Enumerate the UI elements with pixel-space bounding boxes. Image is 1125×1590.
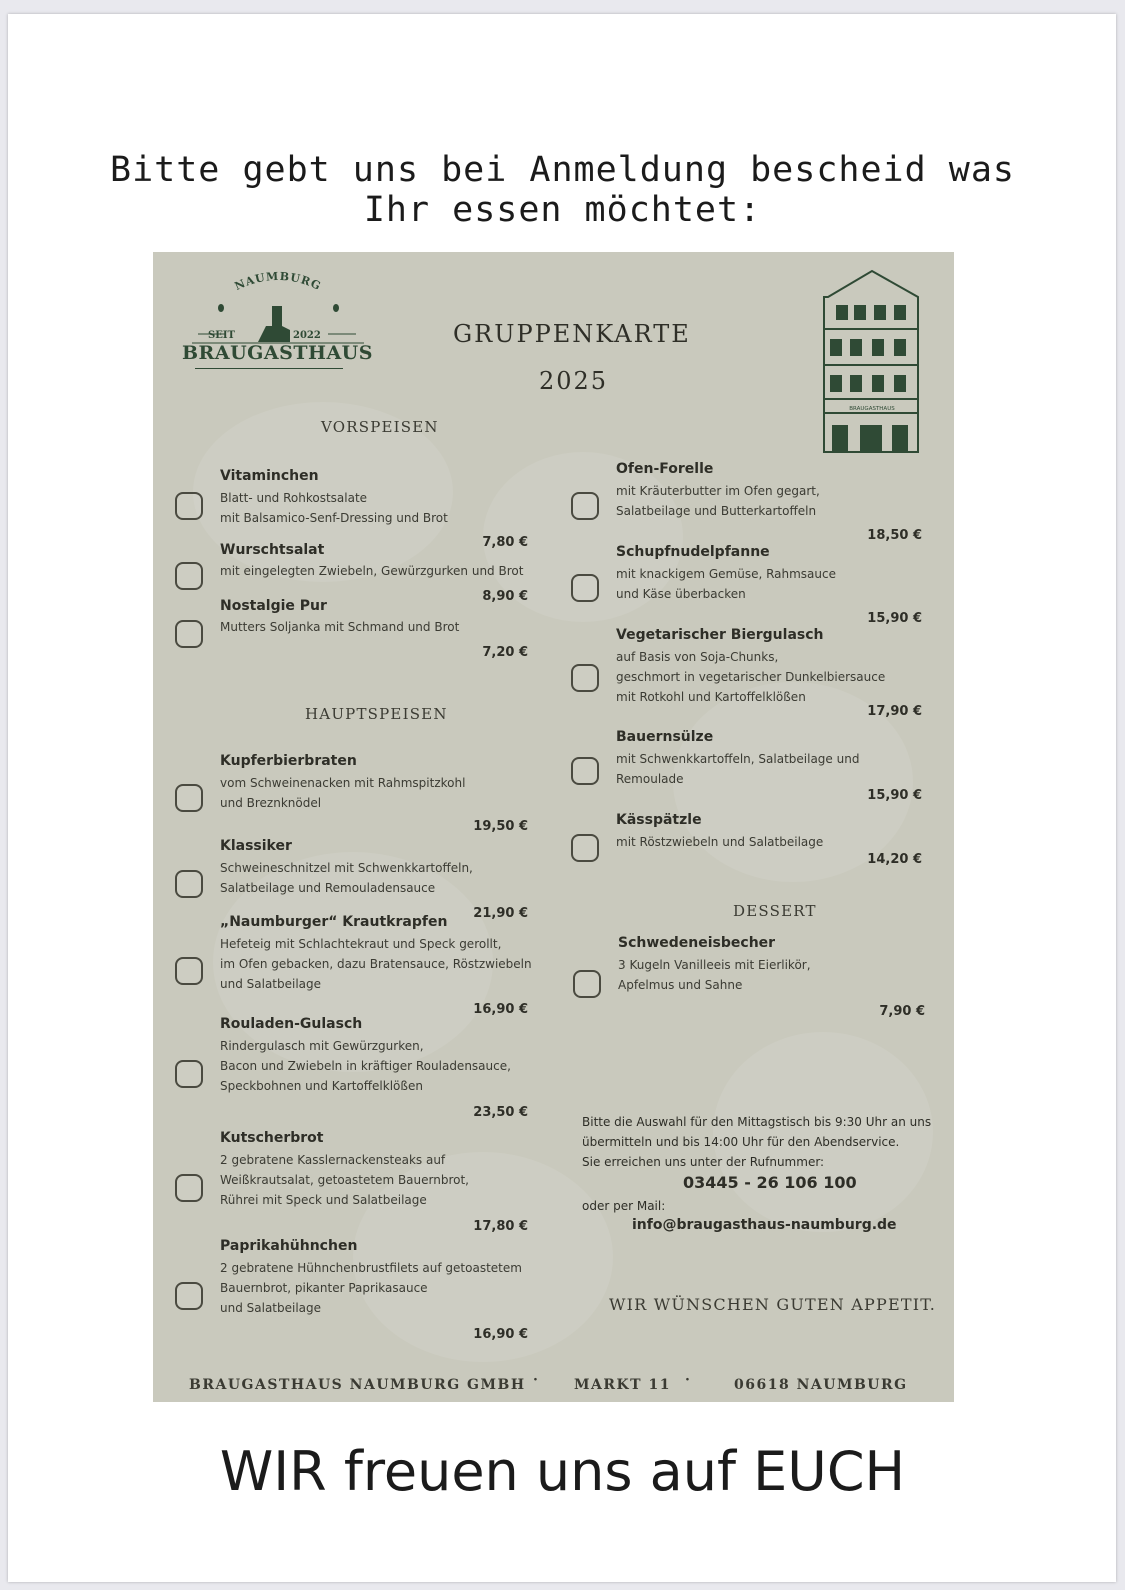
footer-company: BRAUGASTHAUS NAUMBURG GMBH — [189, 1377, 526, 1393]
item-desc-klassiker: Schweineschnitzel mit Schwenkkartoffeln, Salatbeilage und Remouladensauce — [220, 861, 473, 895]
item-name-kasspatzle: Kässpätzle — [616, 812, 702, 828]
section-title-hauptspeisen: HAUPTSPEISEN — [305, 705, 448, 723]
item-name-nostalgie-pur: Nostalgie Pur — [220, 598, 327, 614]
item-name-kupferbierbraten: Kupferbierbraten — [220, 753, 357, 769]
order-info: Bitte die Auswahl für den Mittagstisch bis 9:30 Uhr an uns übermitteln und bis 14:00 Uhr für den Abendservice. Sie erreichen uns unter der Rufnummer: — [582, 1115, 932, 1169]
item-price-kasspatzle: 14,20 € — [867, 852, 922, 867]
item-price-schupfnudelpfanne: 15,90 € — [867, 611, 922, 626]
item-name-wurschtsalat: Wurschtsalat — [220, 542, 325, 558]
checkbox-rouladen-gulasch[interactable] — [175, 1060, 203, 1088]
item-price-ofen-forelle: 18,50 € — [867, 528, 922, 543]
item-price-nostalgie-pur: 7,20 € — [482, 645, 528, 660]
checkbox-schupfnudelpfanne[interactable] — [571, 574, 599, 602]
checkbox-kasspatzle[interactable] — [571, 834, 599, 862]
item-name-klassiker: Klassiker — [220, 838, 292, 854]
checkbox-schwedeneisbecher[interactable] — [573, 970, 601, 998]
footer-street: MARKT 11 — [574, 1377, 671, 1393]
footer-note: WIR freuen uns auf EUCH — [219, 1440, 906, 1503]
item-name-schwedeneisbecher: Schwedeneisbecher — [618, 935, 776, 951]
item-price-paprikahuhnchen: 16,90 € — [473, 1327, 528, 1342]
item-desc-vitaminchen: Blatt- und Rohkostsalate mit Balsamico-Senf-Dressing und Brot — [220, 491, 448, 525]
item-price-wurschtsalat: 8,90 € — [482, 589, 528, 604]
item-name-bauernsulze: Bauernsülze — [616, 729, 714, 745]
item-desc-kupferbierbraten: vom Schweinenacken mit Rahmspitzkohl und Breznknödel — [220, 776, 466, 810]
item-desc-schwedeneisbecher: 3 Kugeln Vanilleeis mit Eierlikör, Apfelmus und Sahne — [618, 958, 811, 992]
email-address[interactable]: info@braugasthaus-naumburg.de — [632, 1217, 897, 1233]
item-price-krautkrapfen: 16,90 € — [473, 1002, 528, 1017]
checkbox-kutscherbrot[interactable] — [175, 1174, 203, 1202]
item-desc-bauernsulze: mit Schwenkkartoffeln, Salatbeilage und Remoulade — [616, 752, 860, 786]
checkbox-wurschtsalat[interactable] — [175, 562, 203, 590]
item-desc-nostalgie-pur: Mutters Soljanka mit Schmand und Brot — [220, 620, 460, 634]
header-note-line-1: Bitte gebt uns bei Anmeldung bescheid was — [110, 150, 1015, 190]
item-price-vitaminchen: 7,80 € — [482, 535, 528, 550]
item-name-krautkrapfen: „Naumburger“ Krautkrapfen — [220, 914, 448, 930]
item-desc-vegetarischer-biergulasch: auf Basis von Soja-Chunks, geschmort in vegetarischer Dunkelbiersauce mit Rotkohl und Kartoffelklößen — [616, 650, 886, 704]
checkbox-kupferbierbraten[interactable] — [175, 784, 203, 812]
item-name-vegetarischer-biergulasch: Vegetarischer Biergulasch — [616, 627, 824, 643]
checkbox-ofen-forelle[interactable] — [571, 492, 599, 520]
item-price-schwedeneisbecher: 7,90 € — [879, 1004, 925, 1019]
item-desc-kutscherbrot: 2 gebratene Kasslernackensteaks auf Weißkrautsalat, getoastetem Bauernbrot, Rührei mit Speck und Salatbeilage — [220, 1153, 469, 1207]
logo-name: BRAUGASTHAUS — [182, 342, 373, 364]
item-price-kupferbierbraten: 19,50 € — [473, 819, 528, 834]
item-price-bauernsulze: 15,90 € — [867, 788, 922, 803]
logo-seit-year: 2022 — [293, 330, 321, 341]
footer-dot: · — [685, 1372, 692, 1388]
item-price-rouladen-gulasch: 23,50 € — [473, 1105, 528, 1120]
menu-title: GRUPPENKARTE — [453, 320, 691, 348]
section-title-vorspeisen: VORSPEISEN — [321, 418, 439, 436]
item-name-vitaminchen: Vitaminchen — [220, 468, 319, 484]
menu-year: 2025 — [539, 367, 609, 395]
building-icon — [820, 267, 925, 457]
item-desc-ofen-forelle: mit Kräuterbutter im Ofen gegart, Salatbeilage und Butterkartoffeln — [616, 484, 820, 518]
section-title-dessert: DESSERT — [733, 902, 817, 920]
item-name-kutscherbrot: Kutscherbrot — [220, 1130, 324, 1146]
footer-dot: · — [533, 1372, 540, 1388]
building-illustration — [820, 267, 925, 457]
item-price-vegetarischer-biergulasch: 17,90 € — [867, 704, 922, 719]
checkbox-bauernsulze[interactable] — [571, 757, 599, 785]
svg-text:NAUMBURG — [233, 270, 324, 293]
item-price-klassiker: 21,90 € — [473, 906, 528, 921]
item-desc-paprikahuhnchen: 2 gebratene Hühnchenbrustfilets auf getoastetem Bauernbrot, pikanter Paprikasauce und Salatbeilage — [220, 1261, 522, 1315]
closing-text: WIR WÜNSCHEN GUTEN APPETIT. — [609, 1295, 937, 1314]
item-name-rouladen-gulasch: Rouladen-Gulasch — [220, 1016, 363, 1032]
checkbox-paprikahuhnchen[interactable] — [175, 1282, 203, 1310]
phone-number[interactable]: 03445 - 26 106 100 — [683, 1173, 857, 1192]
item-name-schupfnudelpfanne: Schupfnudelpfanne — [616, 544, 770, 560]
checkbox-krautkrapfen[interactable] — [175, 957, 203, 985]
checkbox-vitaminchen[interactable] — [175, 492, 203, 520]
header-note-line-2: Ihr essen möchtet: — [363, 190, 762, 230]
header-note — [0, 150, 1125, 230]
logo-arc-text: NAUMBURG — [232, 269, 324, 293]
logo-seit-label: SEIT — [208, 330, 235, 341]
item-desc-rouladen-gulasch: Rindergulasch mit Gewürzgurken, Bacon und Zwiebeln in kräftiger Rouladensauce, Speckbohnen und Kartoffelklößen — [220, 1039, 511, 1093]
building-sign: BRAUGASTHAUS — [849, 406, 895, 412]
item-price-kutscherbrot: 17,80 € — [473, 1219, 528, 1234]
footer-city: 06618 NAUMBURG — [734, 1377, 908, 1393]
item-name-ofen-forelle: Ofen-Forelle — [616, 461, 714, 477]
item-name-paprikahuhnchen: Paprikahühnchen — [220, 1238, 358, 1254]
menu-card — [153, 252, 954, 1402]
item-desc-krautkrapfen: Hefeteig mit Schlachtekraut und Speck gerollt, im Ofen gebacken, dazu Bratensauce, Röstzwiebeln und Salatbeilage — [220, 937, 532, 991]
item-desc-schupfnudelpfanne: mit knackigem Gemüse, Rahmsauce und Käse überbacken — [616, 567, 836, 601]
item-desc-wurschtsalat: mit eingelegten Zwiebeln, Gewürzgurken und Brot — [220, 564, 524, 578]
mail-label: oder per Mail: — [582, 1199, 666, 1213]
checkbox-vegetarischer-biergulasch[interactable] — [571, 664, 599, 692]
checkbox-nostalgie-pur[interactable] — [175, 620, 203, 648]
checkbox-klassiker[interactable] — [175, 870, 203, 898]
logo-underline — [195, 368, 343, 369]
item-desc-kasspatzle: mit Röstzwiebeln und Salatbeilage — [616, 835, 824, 849]
